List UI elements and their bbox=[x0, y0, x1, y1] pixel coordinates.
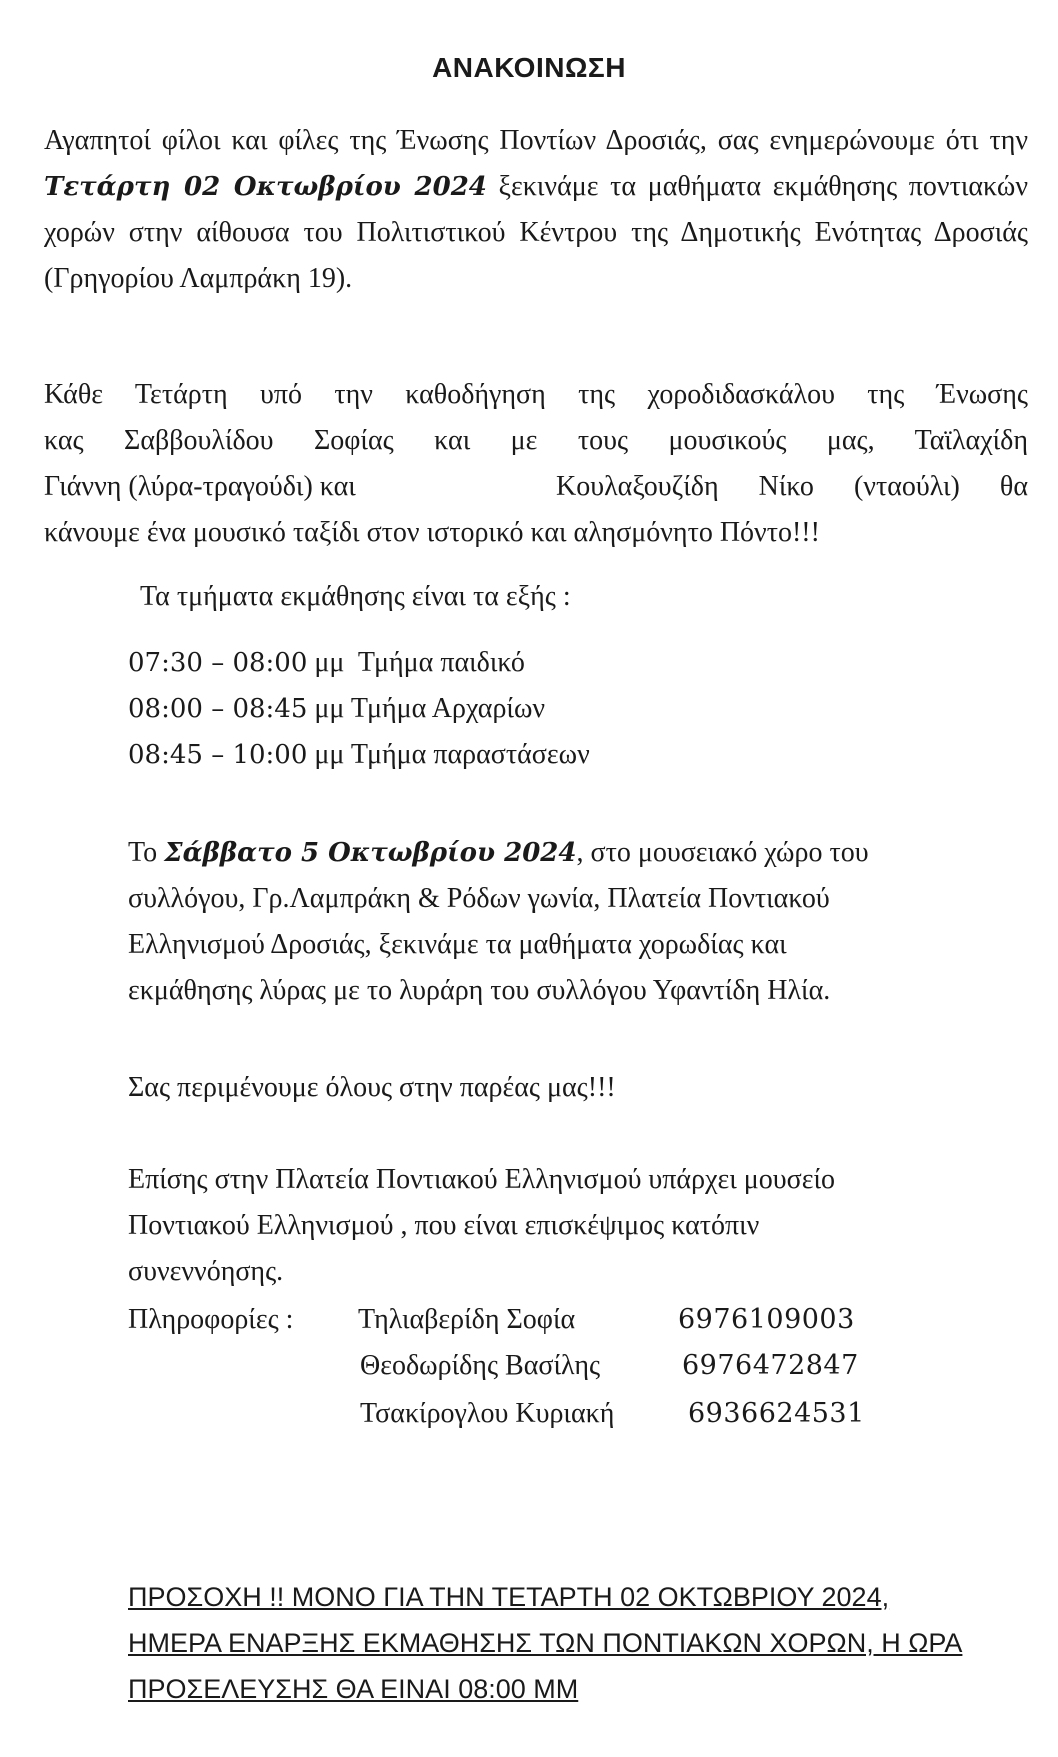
museum-line-1: Επίσης στην Πλατεία Ποντιακού Ελληνισμού υπάρχει μουσείο bbox=[128, 1164, 836, 1195]
intro-paragraph bbox=[44, 118, 1028, 302]
saturday-line-2: συλλόγου, Γρ.Λαμπράκη & Ρόδων γωνία, Πλατεία Ποντιακού bbox=[128, 883, 830, 914]
contact-name: Τσακίρογλου Κυριακή bbox=[360, 1398, 615, 1429]
teachers-line-3b: Κουλαξουζίδη Νίκο (νταούλι) θα bbox=[556, 471, 1028, 502]
sections-intro: Τα τμήματα εκμάθησης είναι τα εξής : bbox=[140, 581, 571, 612]
schedule-label: Τμήμα παραστάσεων bbox=[350, 739, 590, 770]
saturday-line-3: Ελληνισμού Δροσιάς, ξεκινάμε τα μαθήματα χορωδίας και bbox=[128, 929, 787, 960]
teachers-line-1: Κάθε Τετάρτη υπό την καθοδήγηση της χοροδιδασκάλου της Ένωσης bbox=[44, 379, 1028, 410]
schedule-suffix: μμ bbox=[314, 739, 345, 770]
invite-text: Σας περιμένουμε όλους στην παρέας μας!!! bbox=[128, 1072, 616, 1103]
schedule-suffix: μμ bbox=[314, 647, 345, 678]
contact-name: Θεοδωρίδης Βασίλης bbox=[360, 1350, 601, 1381]
saturday-line-4: εκμάθησης λύρας με το λυράρη του συλλόγου Υφαντίδη Ηλία. bbox=[128, 975, 831, 1006]
schedule-row bbox=[128, 640, 525, 686]
notice-line-3: ΠΡΟΣΕΛΕΥΣΗΣ ΘΑ ΕΙΝΑΙ 08:00 ΜΜ bbox=[128, 1674, 579, 1704]
schedule-row bbox=[128, 686, 545, 732]
saturday-line-1-rest: , στο μουσειακό χώρο του bbox=[576, 837, 869, 868]
contact-name: Τηλιαβερίδη Σοφία bbox=[358, 1304, 576, 1335]
contact-phone: 6936624531 bbox=[688, 1398, 865, 1429]
saturday-prefix: Το bbox=[128, 837, 158, 868]
teachers-line-3a: Γιάννη (λύρα-τραγούδι) και bbox=[44, 471, 356, 502]
notice-line-2: ΗΜΕΡΑ ΕΝΑΡΞΗΣ ΕΚΜΑΘΗΣΗΣ ΤΩΝ ΠΟΝΤΙΑΚΩΝ ΧΟΡΩΝ, Η ΩΡΑ bbox=[128, 1628, 963, 1658]
schedule-label: Τμήμα παιδικό bbox=[357, 647, 525, 678]
saturday-date: Σάββατο 5 Οκτωβρίου 2024 bbox=[164, 838, 577, 868]
contacts-label: Πληροφορίες : bbox=[128, 1304, 294, 1335]
schedule-time: 08:00 – 08:45 bbox=[128, 694, 308, 724]
start-date: Τετάρτη 02 Οκτωβρίου 2024 bbox=[44, 172, 487, 202]
museum-line-3: συνεννόησης. bbox=[128, 1256, 284, 1287]
saturday-line-1 bbox=[128, 830, 869, 876]
page-title: ΑΝΑΚΟΙΝΩΣΗ bbox=[432, 52, 626, 83]
contact-phone: 6976109003 bbox=[678, 1304, 855, 1335]
teachers-line-4: κάνουμε ένα μουσικό ταξίδι στον ιστορικό και αλησμόνητο Πόντο!!! bbox=[44, 517, 820, 548]
schedule-time: 07:30 – 08:00 bbox=[128, 648, 308, 678]
teachers-line-2: κας Σαββουλίδου Σοφίας και με τους μουσικούς μας, Ταϊλαχίδη bbox=[44, 425, 1028, 456]
schedule-suffix: μμ bbox=[314, 693, 345, 724]
schedule-label: Τμήμα Αρχαρίων bbox=[350, 693, 546, 724]
intro-text-start: Αγαπητοί φίλοι και φίλες της Ένωσης Ποντίων Δροσιάς, σας ενημερώνουμε ότι την bbox=[44, 125, 1028, 156]
notice-line-1: ΠΡΟΣΟΧΗ !! ΜΟΝΟ ΓΙΑ ΤΗΝ ΤΕΤΑΡΤΗ 02 ΟΚΤΩΒΡΙΟΥ 2024, bbox=[128, 1582, 890, 1612]
museum-line-2: Ποντιακού Ελληνισμού , που είναι επισκέψιμος κατόπιν bbox=[128, 1210, 760, 1241]
intro-text-end: ξεκινάμε τα μαθήματα εκμάθησης ποντιακών χορών στην αίθουσα του Πολιτιστικού Κέντρου της Δημοτικής Ενότητας Δροσιάς (Γρηγορίου Λαμπράκη 19). bbox=[44, 171, 1029, 294]
contact-phone: 6976472847 bbox=[682, 1350, 859, 1381]
schedule-row bbox=[128, 732, 590, 778]
schedule-time: 08:45 – 10:00 bbox=[128, 740, 308, 770]
